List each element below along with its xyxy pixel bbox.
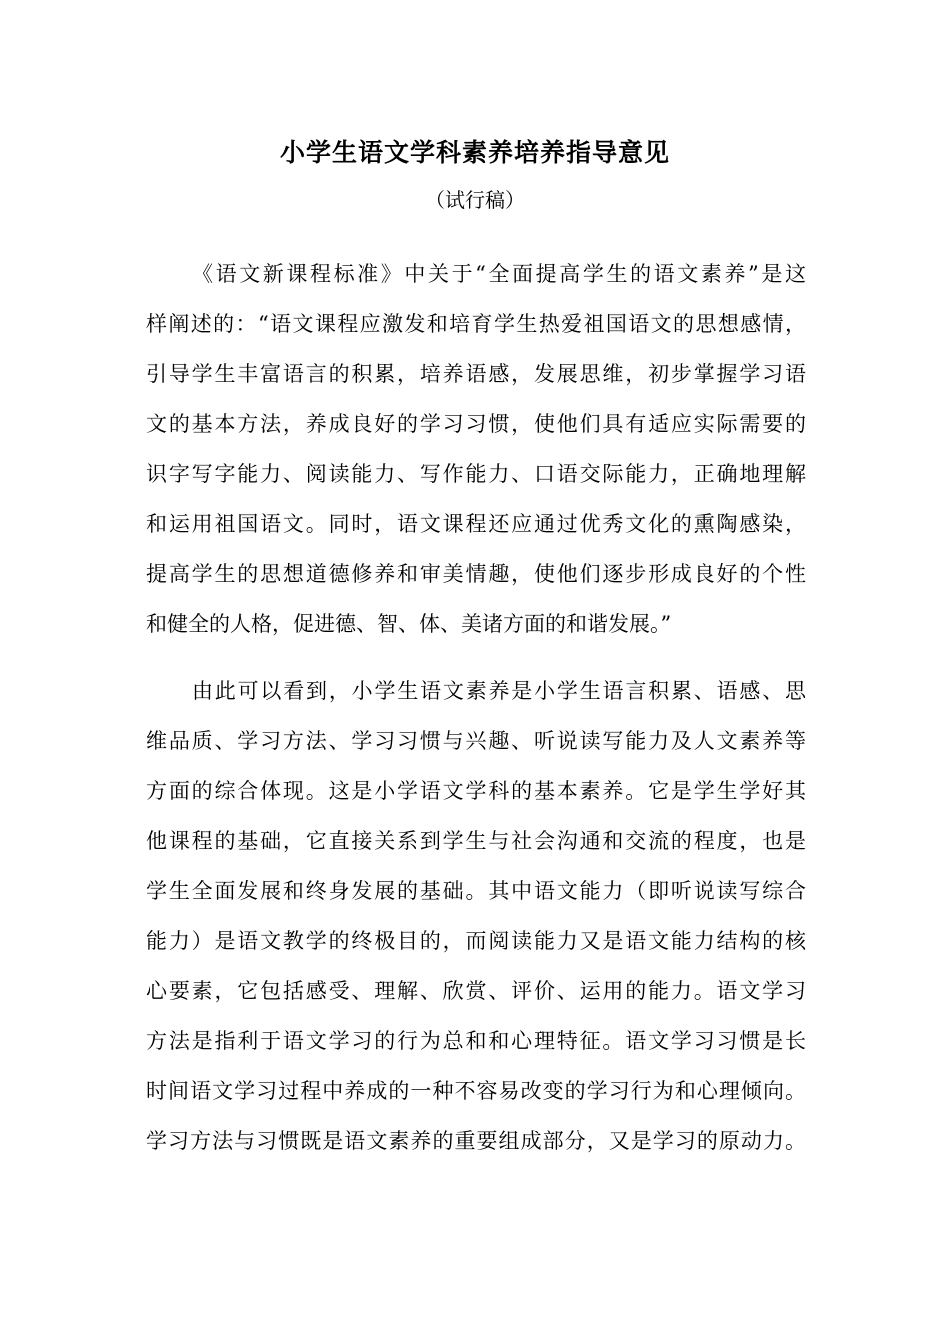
paragraph-line: 学习方法与习惯既是语文素养的重要组成部分，又是学习的原动力。 xyxy=(146,1129,806,1153)
paragraph-line: 心要素，它包括感受、理解、欣赏、评价、运用的能力。语文学习 xyxy=(146,979,806,1003)
document-subtitle: （试行稿） xyxy=(425,188,525,212)
paragraph-line: 能力）是语文教学的终极目的，而阅读能力又是语文能力结构的核 xyxy=(146,929,806,953)
paragraph-line: 和运用祖国语文。同时，语文课程还应通过优秀文化的熏陶感染， xyxy=(146,512,806,536)
paragraph-line: 识字写字能力、阅读能力、写作能力、口语交际能力，正确地理解 xyxy=(146,462,806,486)
paragraph-line: 样阐述的：“语文课程应激发和培育学生热爱祖国语文的思想感情， xyxy=(146,312,806,336)
paragraph-line: 方面的综合体现。这是小学语文学科的基本素养。它是学生学好其 xyxy=(146,779,806,803)
paragraph-line: 由此可以看到，小学生语文素养是小学生语言积累、语感、思 xyxy=(192,679,806,703)
paragraph-line: 《语文新课程标准》中关于“全面提高学生的语文素养”是这 xyxy=(192,262,806,286)
paragraph-line: 他课程的基础，它直接关系到学生与社会沟通和交流的程度，也是 xyxy=(146,829,806,853)
paragraph-1 xyxy=(146,256,806,656)
paragraph-line: 时间语文学习过程中养成的一种不容易改变的学习行为和心理倾向。 xyxy=(146,1079,806,1103)
paragraph-line: 和健全的人格，促进德、智、体、美诸方面的和谐发展。” xyxy=(146,612,672,636)
paragraph-line: 学生全面发展和终身发展的基础。其中语文能力（即听说读写综合 xyxy=(146,879,806,903)
paragraph-line: 方法是指利于语文学习的行为总和和心理特征。语文学习习惯是长 xyxy=(146,1029,806,1053)
paragraph-line: 引导学生丰富语言的积累，培养语感，发展思维，初步掌握学习语 xyxy=(146,362,806,386)
paragraph-line: 维品质、学习方法、学习习惯与兴趣、听说读写能力及人文素养等 xyxy=(146,729,806,753)
document-title: 小学生语文学科素养培养指导意见 xyxy=(279,138,670,167)
paragraph-line: 文的基本方法，养成良好的学习习惯，使他们具有适应实际需要的 xyxy=(146,412,806,436)
paragraph-2 xyxy=(146,673,806,1173)
paragraph-line: 提高学生的思想道德修养和审美情趣，使他们逐步形成良好的个性 xyxy=(146,562,806,586)
